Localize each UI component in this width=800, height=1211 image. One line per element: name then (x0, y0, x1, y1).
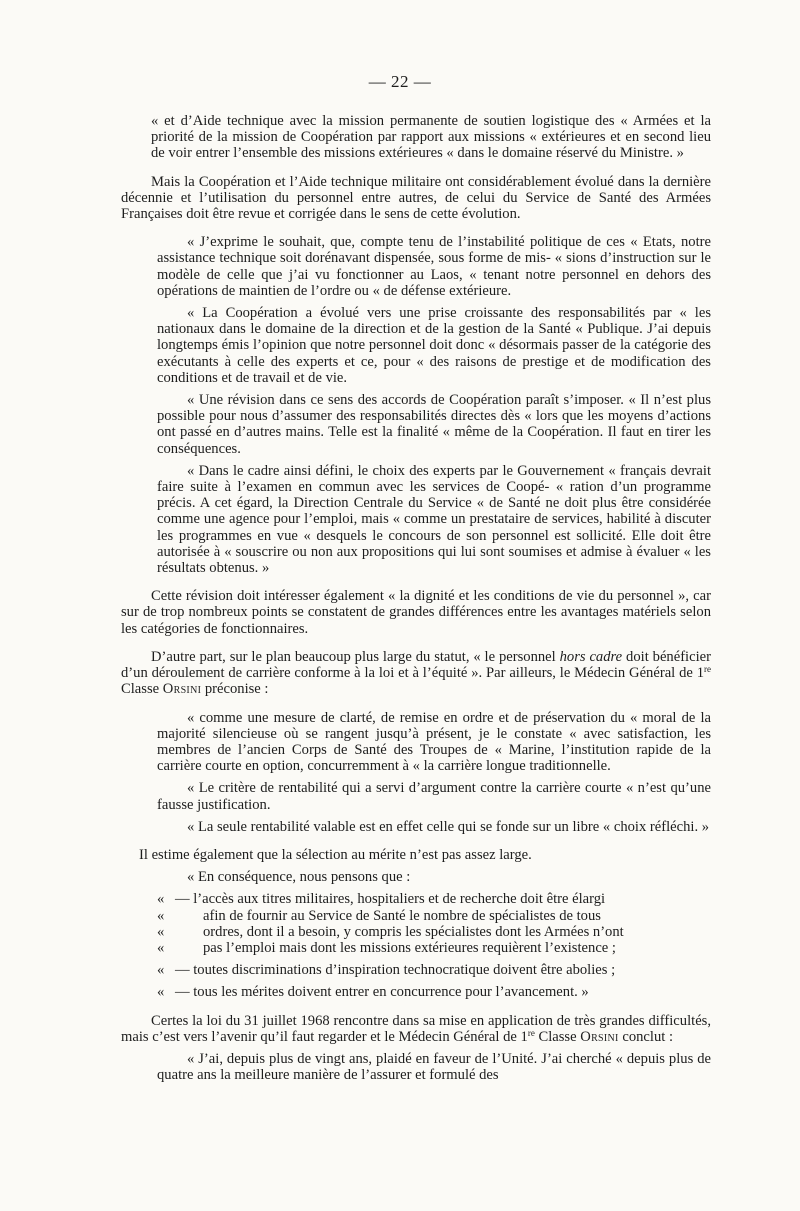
quote-paragraph: « Dans le cadre ainsi défini, le choix des experts par le Gouvernement « français devrait faire suite à l’examen en commun avec les services de Coopé- « ration d’un programme précis. A cet égard, la Direction Centrale du Service « de Santé ne doit plus être considérée comme une agence pour l’emploi, mais « comme un prestataire de services, habilité à discuter les programmes en vue « desquels le concours de son personnel est sollicité. Elle doit être autorisée à « souscrire ou non aux propositions qui lui sont soumises et admise à évaluer « les résultats obtenus. » (157, 462, 711, 577)
list-item (157, 984, 711, 1000)
text-run: doit bénéficier d’un déroulement de carrière conforme à la loi et à l’équité ». Par ailleurs, le Médecin Général de 1 (121, 648, 711, 682)
quote-paragraph: « Le critère de rentabilité qui a servi d’argument contre la carrière courte « n’est qu’une fausse justification. (157, 780, 711, 813)
body-paragraph: Cette révision doit intéresser également « la dignité et les conditions de vie du personnel », car sur de trop nombreux points se constatent de grandes différences entre les avantages matériels selon les catégories de fonctionnaires. (121, 588, 711, 637)
list-item (157, 962, 711, 978)
body-paragraph: Mais la Coopération et l’Aide technique militaire ont considérablement évolué dans la dernière décennie et l’utilisation du personnel entre autres, de celui du Service de Santé des Armées Françaises doit être revue et corrigée dans le sens de cette évolution. (121, 173, 711, 223)
quote-mark: « (157, 907, 165, 924)
quote-paragraph: « et d’Aide technique avec la mission permanente de soutien logistique des « Armées et la priorité de la mission de Coopération par rapport aux missions « extérieures et en second lieu de voir entrer l’ensemble des missions extérieures « dans le domaine réservé du Ministre. » (151, 113, 711, 162)
person-name: Orsini (162, 681, 202, 698)
quote-paragraph: « La seule rentabilité valable est en effet celle qui se fonde sur un libre « choix réfléchi. » (187, 818, 710, 835)
block-quote (157, 710, 711, 835)
quote-mark: « (157, 962, 165, 979)
list-item-text: — l’accès aux titres militaires, hospitaliers et de recherche doit être élargi (175, 891, 606, 908)
list-item (157, 940, 711, 956)
list-item-text: afin de fournir au Service de Santé le nombre de spécialistes de tous (203, 907, 601, 924)
body-paragraph: Il estime également que la sélection au mérite n’est pas assez large. (139, 846, 532, 863)
body-paragraph (121, 1013, 711, 1045)
text-run: préconise : (201, 681, 269, 698)
recommendation-list (157, 891, 711, 1000)
block-quote (157, 869, 711, 885)
text-run: Certes la loi du 31 juillet 1968 rencontre dans sa mise en application de très grandes difficultés, mais c’est vers l’avenir qu’il faut regarder et le Médecin Général de 1 (121, 1012, 711, 1045)
quote-paragraph: « Une révision dans ce sens des accords de Coopération paraît s’imposer. « Il n’est plus possible pour nous d’assumer des responsabilités directes dès « lors que les moyens d’actions ont passé en d’autres mains. Telle est la finalité « même de la Coopération. Il faut en tirer les conséquences. (157, 392, 711, 457)
body-paragraph (121, 649, 711, 698)
list-item-text: — toutes discriminations d’inspiration technocratique doivent être abolies ; (175, 962, 616, 979)
list-item-text: — tous les mérites doivent entrer en concurrence pour l’avancement. » (175, 984, 589, 1001)
block-quote (157, 1051, 711, 1083)
text-run: Classe (534, 1028, 581, 1045)
quote-mark: « (157, 939, 165, 956)
block-quote (157, 234, 711, 576)
quote-paragraph: « comme une mesure de clarté, de remise en ordre et de préservation du « moral de la majorité silencieuse où se rangent jusqu’à présent, je le constate « avec satisfaction, les membres de l’ancien Corps de Santé des Troupes de « Marine, l’institution rapide de la carrière courte en option, concurremment à « la carrière longue traditionnelle. (157, 709, 711, 775)
quote-paragraph: « J’ai, depuis plus de vingt ans, plaidé en faveur de l’Unité. J’ai cherché « depuis plus de quatre ans la meilleure manière de l’assurer et formulé des (157, 1050, 711, 1084)
list-item-text: ordres, dont il a besoin, y compris les spécialistes dont les Armées n’ont (203, 923, 624, 940)
page-number: — 22 — (368, 72, 432, 91)
text-run: Classe (121, 681, 163, 698)
quote-paragraph: « En conséquence, nous pensons que : (187, 869, 411, 886)
quote-mark: « (157, 891, 165, 908)
text-run: conclut : (618, 1028, 673, 1045)
quote-mark: « (157, 923, 165, 940)
text-run: D’autre part, sur le plan beaucoup plus large du statut, « le personnel (151, 648, 560, 665)
quote-paragraph: « J’exprime le souhait, que, compte tenu de l’instabilité politique de ces « Etats, notre assistance technique soit dorénavant dispensée, sous forme de mis- « sions d’instruction sur le modèle de celle que j’ai vu fonctionner au Laos, « tenant notre personnel en dehors des opérations de maintien de l’ordre ou « de défense extérieure. (157, 234, 711, 299)
quote-mark: « (157, 984, 165, 1001)
quote-paragraph: « La Coopération a évolué vers une prise croissante des responsabilités par « les nationaux dans le domaine de la direction et de la gestion de la Santé « Publique. J’ai depuis longtemps émis l’opinion que notre personnel doit donc « désormais passer de la catégorie des exécutants à celle des experts et ce, pour « des raisons de prestige et de modification des conditions et de travail et de vie. (157, 305, 711, 386)
text-column (121, 113, 711, 1083)
list-item (157, 891, 711, 907)
italic-text: hors cadre (559, 648, 623, 665)
list-item-text: pas l’emploi mais dont les missions extérieures requièrent l’existence ; (203, 939, 616, 956)
superscript: re (527, 1027, 535, 1038)
person-name: Orsini (580, 1028, 619, 1045)
list-item (157, 924, 711, 940)
superscript: re (704, 664, 711, 675)
list-item (157, 908, 711, 924)
